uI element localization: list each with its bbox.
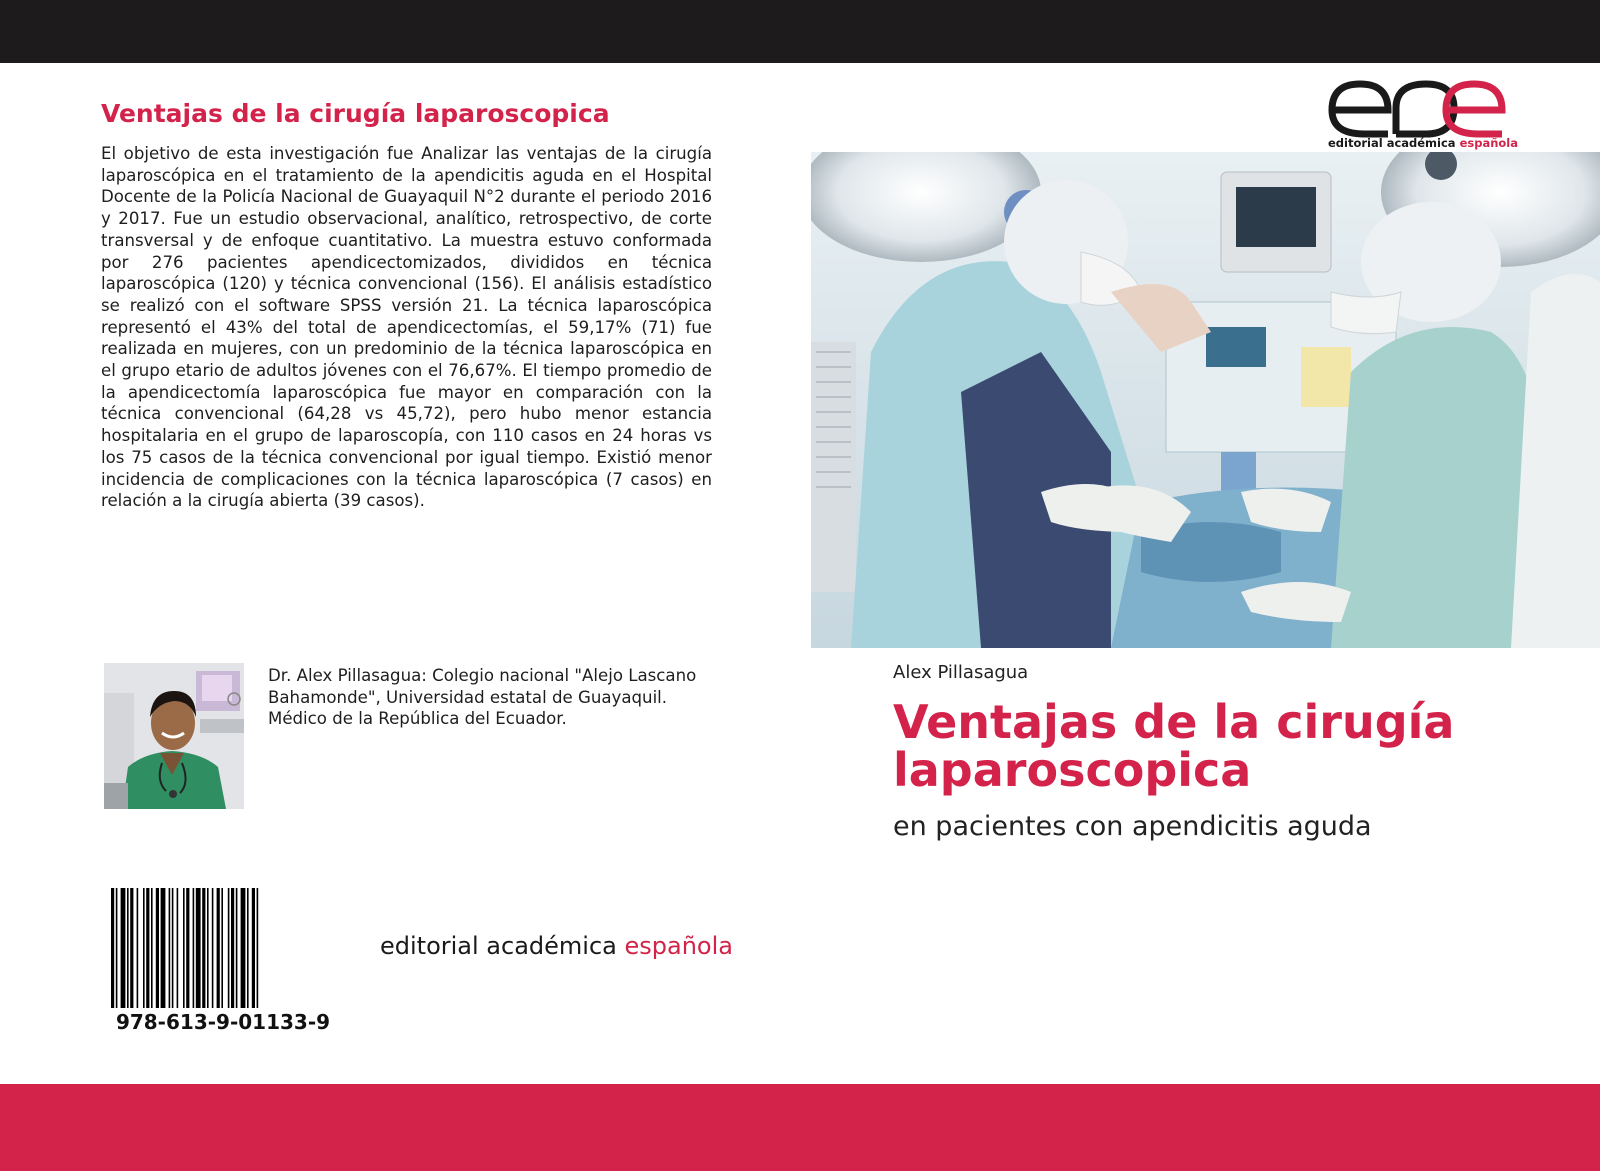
back-cover-title: Ventajas de la cirugía laparoscopica bbox=[101, 99, 610, 128]
logo-caption-red: española bbox=[1459, 136, 1519, 150]
back-cover-blurb: El objetivo de esta investigación fue Analizar las ventajas de la cirugía laparoscópica en el tratamiento de la apendicitis aguda en el Hospital Docente de la Policía Nacional de Guayaquil N°2 durante el periodo 2016 y 2017. Fue un estudio observacional, analítico, retrospectivo, de corte transversal y de enfoque cuantitativo. La muestra estuvo conformada por 276 pacientes apendicectomizados, divididos en técnica laparoscópica (120) y técnica convencional (156). El análisis estadístico se realizó con el software SPSS versión 21. La técnica laparoscópica representó el 43% del total de apendicectomías, el 59,17% (71) fue realizada en mujeres, con un predominio de la técnica laparoscópica en el grupo etario de adultos jóvenes con el 76,67%. El tiempo promedio de la apendicectomía laparoscópica fue mayor en comparación con la técnica convencional (64,28 vs 45,72), pero hubo menor estancia hospitalaria en el grupo de laparoscopía, con 110 casos en 24 horas vs los 75 casos de la técnica convencional por igual tiempo. Existió menor incidencia de complicaciones con la técnica laparoscópica (7 casos) en relación a la cirugía abierta (39 casos). bbox=[101, 144, 712, 511]
front-subtitle: en pacientes con apendicitis aguda bbox=[893, 811, 1372, 842]
front-title: Ventajas de la cirugía laparoscopica bbox=[893, 695, 1455, 797]
publisher-name-dark: editorial académica bbox=[380, 932, 625, 960]
front-author-name: Alex Pillasagua bbox=[893, 662, 1029, 683]
logo-caption bbox=[1328, 136, 1518, 150]
top-bar bbox=[0, 0, 1600, 63]
publisher-name-red: española bbox=[624, 932, 733, 960]
surgery-photo bbox=[811, 152, 1600, 648]
author-photo bbox=[104, 663, 244, 809]
author-bio: Dr. Alex Pillasagua: Colegio nacional "Alejo Lascano Bahamonde", Universidad estatal de Guayaquil. Médico de la República del Ecuador. bbox=[268, 666, 697, 728]
isbn-number: 978-613-9-01133-9 bbox=[115, 1010, 331, 1034]
barcode-icon bbox=[111, 888, 335, 1008]
logo-caption-dark: editorial académica bbox=[1328, 136, 1460, 150]
bottom-bar bbox=[0, 1084, 1600, 1171]
publisher-name-footer bbox=[380, 932, 733, 960]
